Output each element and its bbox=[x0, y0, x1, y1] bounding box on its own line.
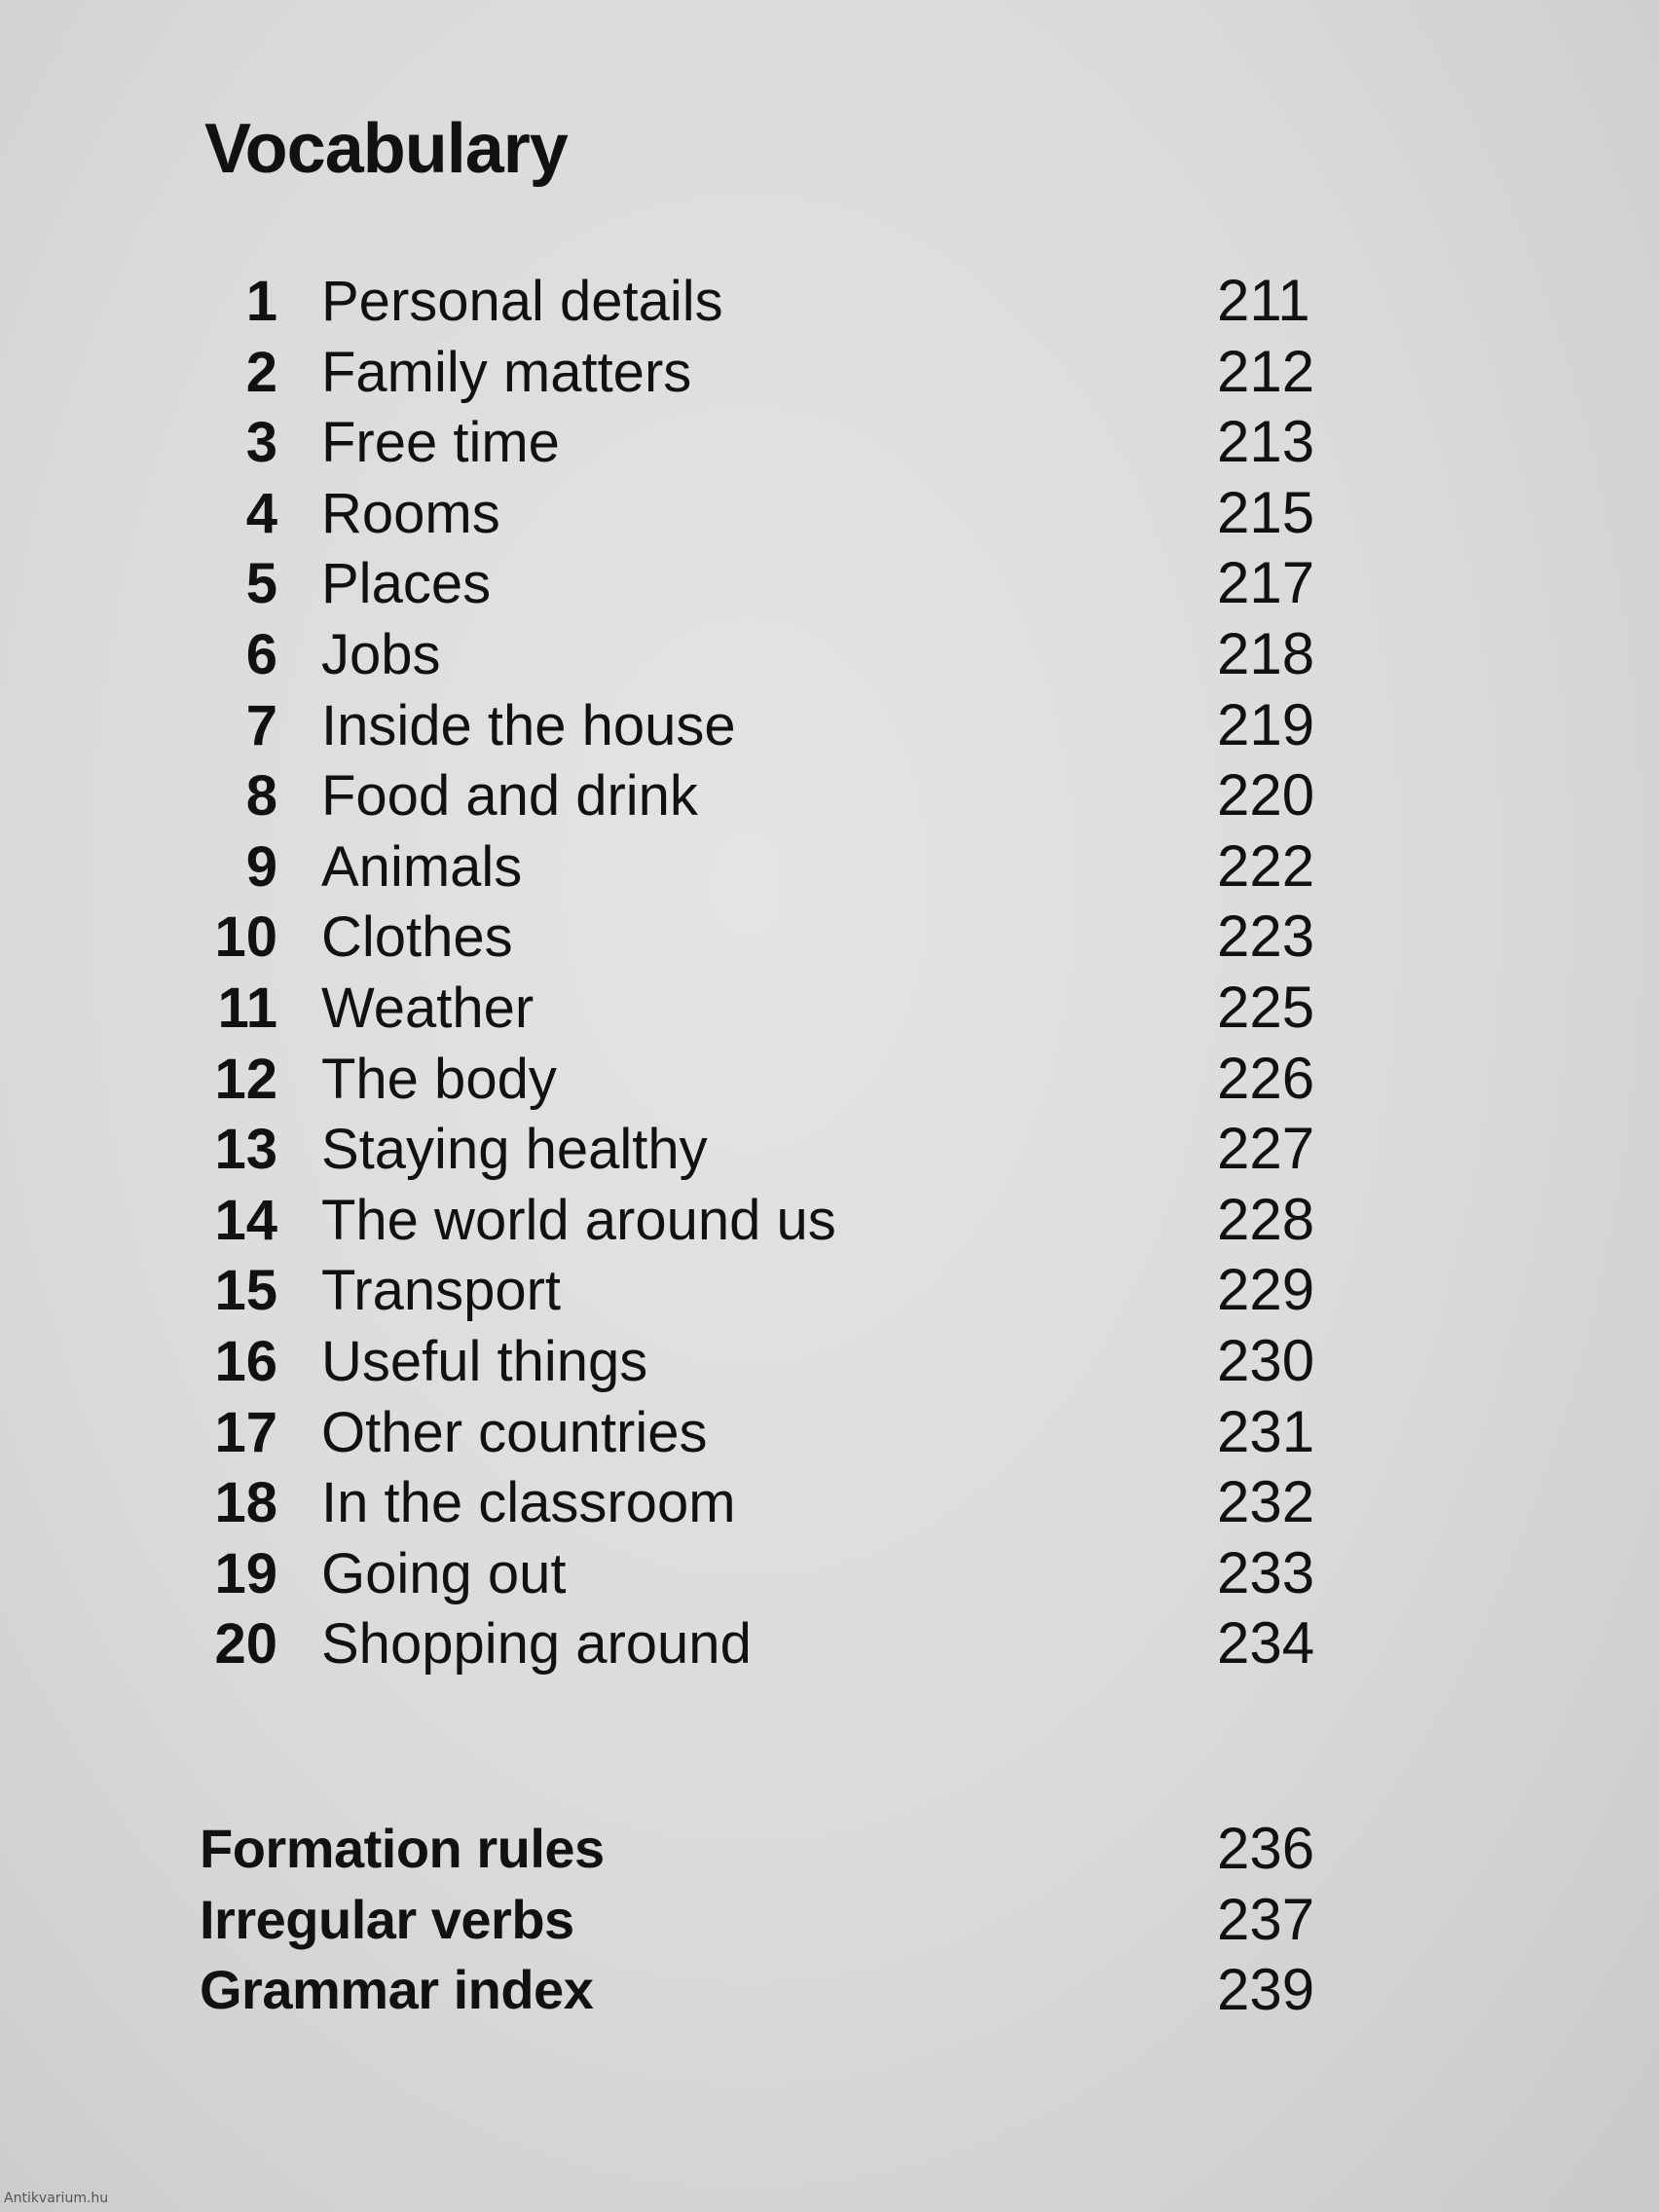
vocabulary-contents-list bbox=[185, 265, 1353, 1678]
entry-title: Personal details bbox=[321, 270, 723, 333]
entry-title: Other countries bbox=[321, 1400, 708, 1464]
entry-title: Shopping around bbox=[321, 1612, 752, 1677]
contents-entry bbox=[185, 1607, 1353, 1678]
entry-page-number: 234 bbox=[1217, 1610, 1315, 1677]
entry-page-number: 229 bbox=[1217, 1257, 1315, 1323]
entry-page-number: 220 bbox=[1217, 762, 1315, 829]
entry-title: The world around us bbox=[321, 1188, 836, 1252]
appendix-entry bbox=[200, 1884, 1368, 1955]
entry-number: 5 bbox=[245, 552, 277, 616]
contents-entry bbox=[185, 901, 1353, 972]
entry-title: Going out bbox=[321, 1541, 567, 1605]
contents-entry bbox=[185, 618, 1353, 689]
contents-entry bbox=[185, 1113, 1353, 1184]
entry-title: Free time bbox=[321, 411, 560, 475]
contents-entry bbox=[185, 1184, 1353, 1255]
entry-number: 8 bbox=[245, 764, 277, 829]
entry-number: 6 bbox=[245, 622, 277, 686]
entry-page-number: 215 bbox=[1217, 479, 1315, 545]
contents-entry bbox=[185, 1537, 1353, 1608]
entry-page-number: 213 bbox=[1217, 409, 1315, 475]
entry-title: Useful things bbox=[321, 1329, 648, 1393]
appendix-entry bbox=[200, 1813, 1368, 1884]
entry-number: 18 bbox=[214, 1471, 277, 1535]
entry-page-number: 233 bbox=[1217, 1539, 1315, 1605]
entry-title: Jobs bbox=[321, 622, 441, 686]
entry-number: 14 bbox=[214, 1188, 277, 1252]
entry-page-number: 217 bbox=[1217, 550, 1315, 616]
contents-entry bbox=[185, 1466, 1353, 1537]
entry-page-number: 223 bbox=[1217, 903, 1315, 970]
contents-entry bbox=[185, 477, 1353, 548]
entry-number: 15 bbox=[214, 1259, 277, 1323]
entry-number: 9 bbox=[245, 834, 277, 899]
appendix-page-number: 239 bbox=[1217, 1957, 1315, 2023]
entry-title: Food and drink bbox=[321, 764, 698, 829]
contents-entry bbox=[185, 406, 1353, 477]
section-heading: Vocabulary bbox=[204, 110, 568, 188]
appendix-title: Grammar index bbox=[200, 1959, 594, 2021]
entry-number: 3 bbox=[245, 411, 277, 475]
entry-page-number: 219 bbox=[1217, 691, 1315, 757]
contents-entry bbox=[185, 759, 1353, 830]
contents-entry bbox=[185, 265, 1353, 336]
appendix-entry bbox=[200, 1954, 1368, 2025]
entry-number: 13 bbox=[214, 1118, 277, 1182]
entry-page-number: 232 bbox=[1217, 1469, 1315, 1535]
entry-title: Weather bbox=[321, 976, 535, 1040]
entry-title: Animals bbox=[321, 834, 523, 899]
entry-page-number: 211 bbox=[1217, 268, 1310, 333]
appendix-title: Formation rules bbox=[200, 1818, 605, 1879]
contents-entry bbox=[185, 1043, 1353, 1114]
entry-number: 10 bbox=[214, 905, 277, 970]
contents-entry bbox=[185, 1396, 1353, 1467]
entry-number: 17 bbox=[214, 1400, 277, 1464]
entry-title: In the classroom bbox=[321, 1471, 736, 1535]
entry-page-number: 227 bbox=[1217, 1116, 1315, 1182]
entry-page-number: 218 bbox=[1217, 620, 1315, 686]
watermark: Antikvarium.hu bbox=[4, 2191, 109, 2206]
contents-entry bbox=[185, 1325, 1353, 1396]
appendix-title: Irregular verbs bbox=[200, 1888, 574, 1950]
entry-page-number: 212 bbox=[1217, 338, 1315, 404]
entry-number: 12 bbox=[214, 1047, 277, 1111]
appendix-page-number: 237 bbox=[1217, 1886, 1315, 1952]
appendix-contents-list bbox=[200, 1813, 1368, 2025]
entry-title: The body bbox=[321, 1047, 557, 1111]
contents-entry bbox=[185, 336, 1353, 407]
entry-number: 11 bbox=[217, 976, 277, 1040]
entry-page-number: 225 bbox=[1217, 974, 1315, 1040]
contents-entry bbox=[185, 689, 1353, 760]
entry-page-number: 222 bbox=[1217, 832, 1315, 899]
entry-number: 20 bbox=[214, 1612, 277, 1677]
entry-number: 19 bbox=[214, 1541, 277, 1605]
entry-page-number: 228 bbox=[1217, 1186, 1315, 1252]
contents-entry bbox=[185, 830, 1353, 902]
contents-entry bbox=[185, 972, 1353, 1043]
entry-title: Clothes bbox=[321, 905, 513, 970]
entry-number: 16 bbox=[214, 1329, 277, 1393]
entry-title: Staying healthy bbox=[321, 1118, 708, 1182]
entry-number: 2 bbox=[245, 340, 277, 404]
entry-page-number: 230 bbox=[1217, 1327, 1315, 1393]
entry-title: Places bbox=[321, 552, 492, 616]
entry-title: Transport bbox=[321, 1259, 562, 1323]
entry-page-number: 226 bbox=[1217, 1045, 1315, 1111]
contents-entry bbox=[185, 547, 1353, 618]
entry-number: 1 bbox=[245, 270, 277, 333]
entry-number: 7 bbox=[245, 693, 277, 757]
entry-title: Rooms bbox=[321, 481, 500, 545]
contents-entry bbox=[185, 1254, 1353, 1325]
entry-page-number: 231 bbox=[1217, 1398, 1315, 1464]
entry-title: Inside the house bbox=[321, 693, 736, 757]
entry-number: 4 bbox=[245, 481, 277, 545]
appendix-page-number: 236 bbox=[1217, 1816, 1315, 1881]
entry-title: Family matters bbox=[321, 340, 692, 404]
